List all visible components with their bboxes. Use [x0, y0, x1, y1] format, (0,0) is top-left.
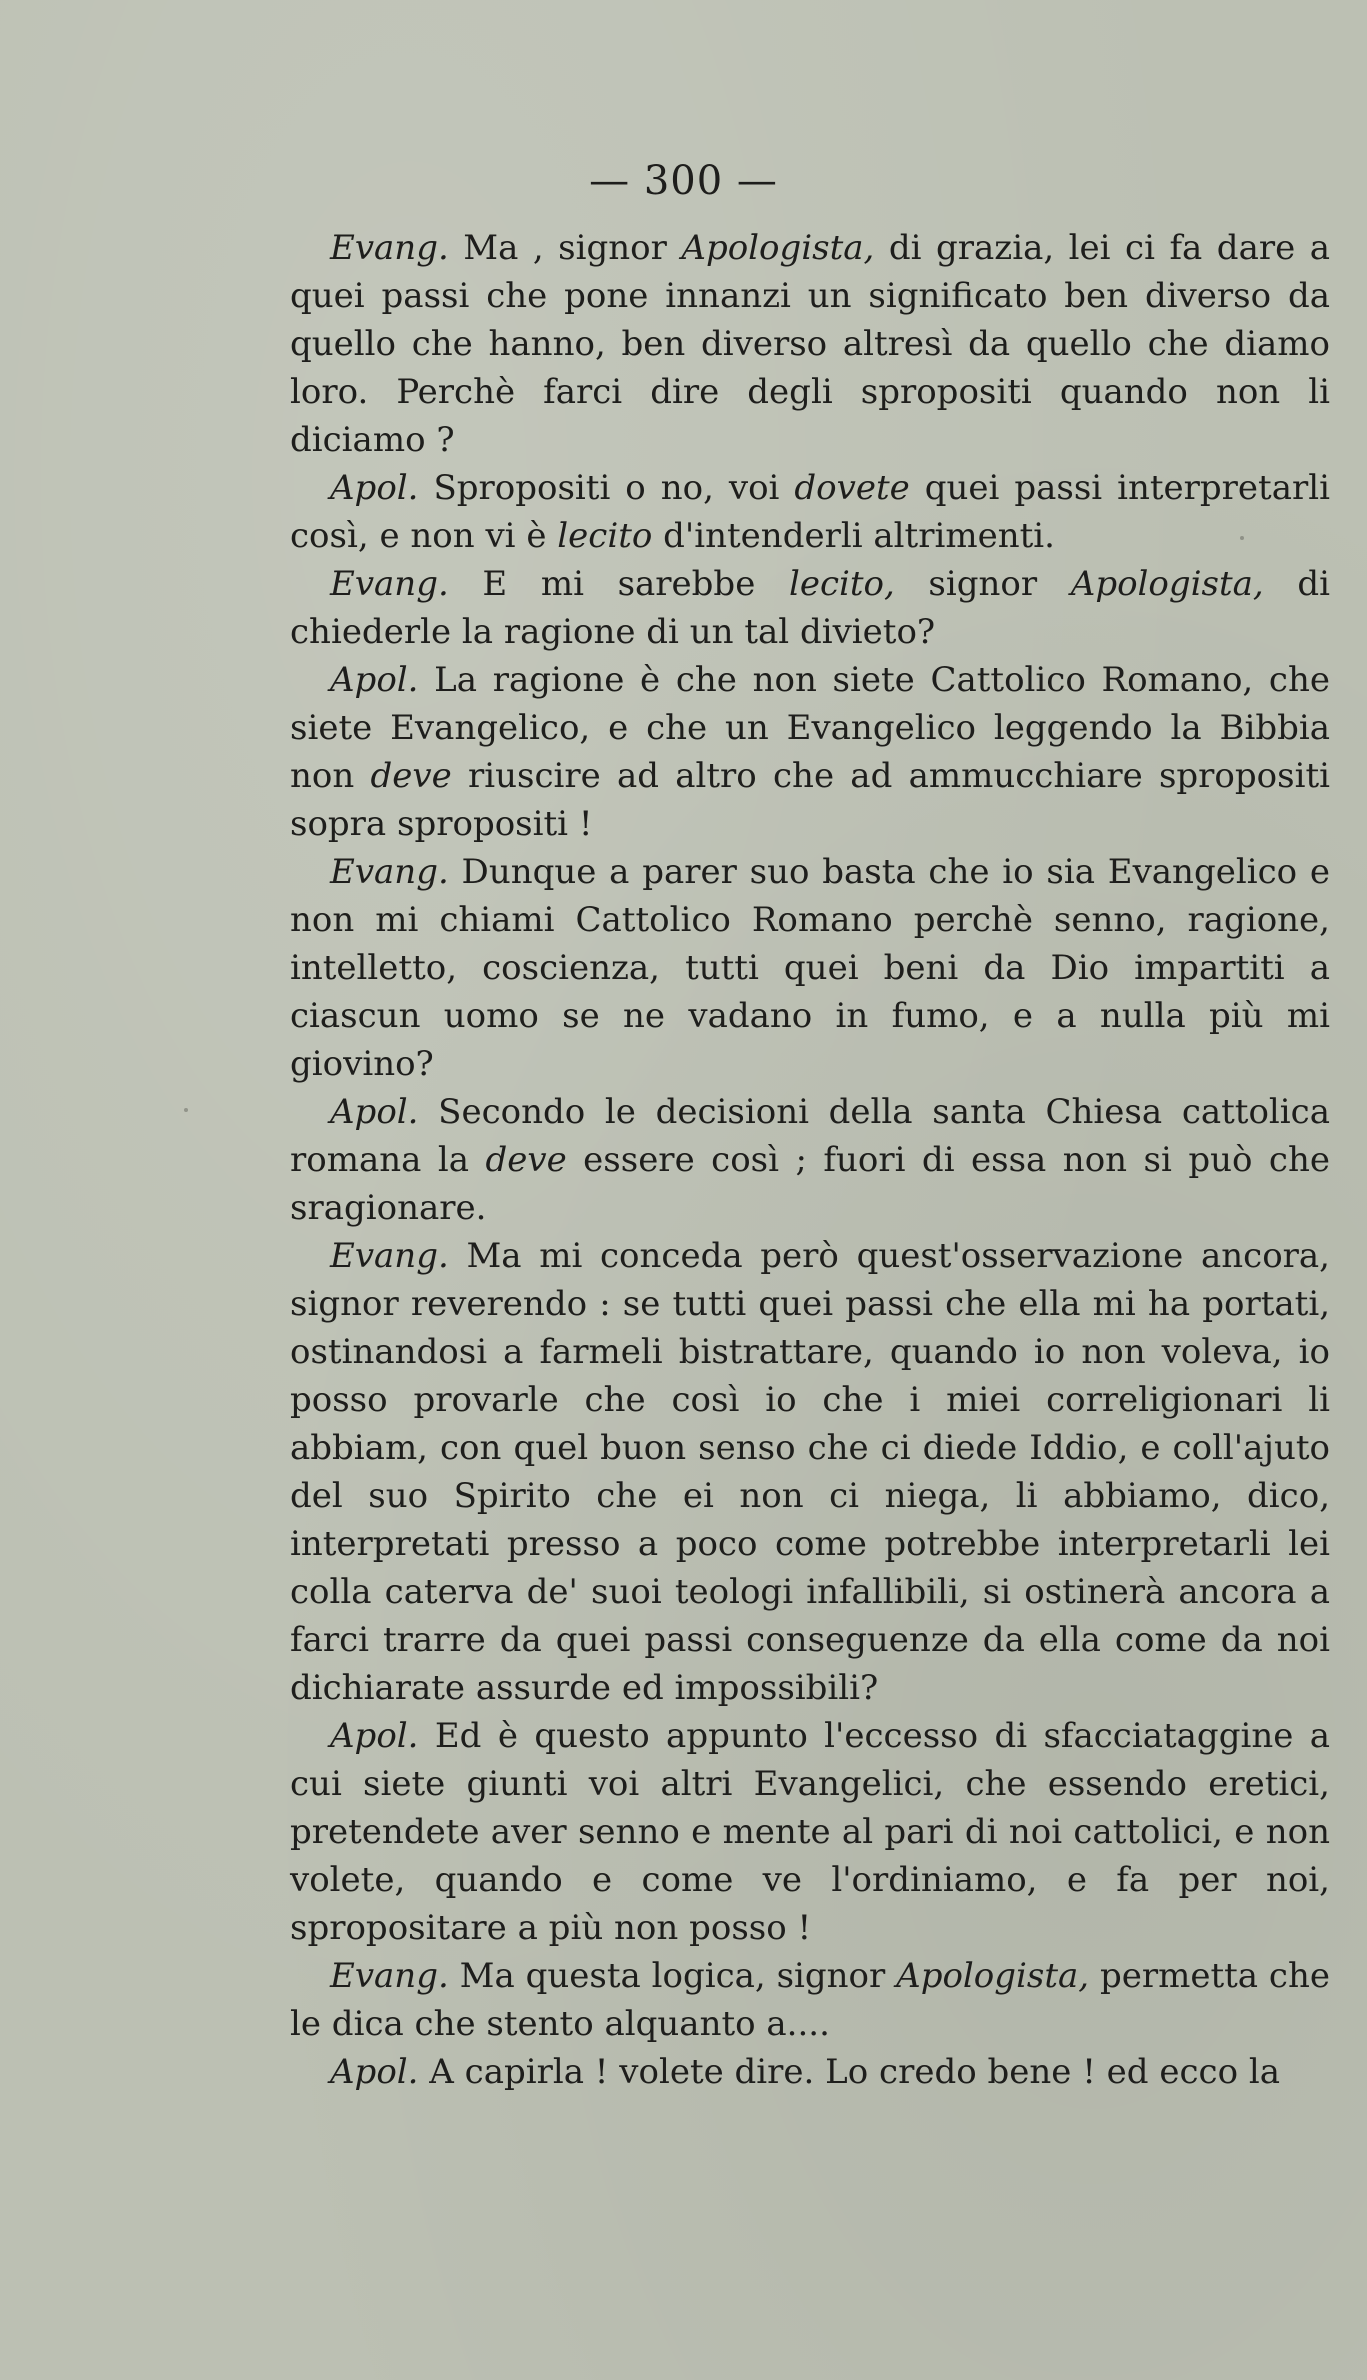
paragraph-text: Ma questa logica, signor [448, 1956, 897, 1996]
paragraph-text: La ragione è che non siete Cattolico Romano, che siete Evangelico, e che un Evangelico leggendo la Bibbia non [290, 660, 1330, 796]
paragraph-text: di chiederle la ragione di un tal divieto? [290, 564, 1330, 652]
italic-emphasis: deve [370, 756, 452, 796]
dialogue-paragraph [290, 1952, 1330, 2048]
paragraph-text: signor [894, 564, 1071, 604]
paragraph-text: E mi sarebbe [448, 564, 789, 604]
dialogue-paragraph [290, 656, 1330, 848]
paper-speck [184, 1108, 188, 1112]
paper-speck [1240, 536, 1244, 540]
speaker-label: Apol. [330, 1092, 419, 1132]
italic-emphasis: dovete [794, 468, 910, 508]
speaker-label: Evang. [330, 852, 449, 892]
italic-emphasis: deve [485, 1140, 567, 1180]
dialogue-paragraph [290, 560, 1330, 656]
paragraph-text: Ed è questo appunto l'eccesso di sfacciataggine a cui siete giunti voi altri Evangelici, che essendo eretici, pretendete aver senno e mente al pari di noi cattolici, e non volete, quando e come ve l'ordiniamo, e fa per noi, spropositare a più non posso ! [290, 1716, 1330, 1948]
speaker-label: Apol. [330, 660, 419, 700]
dialogue-paragraph [290, 1712, 1330, 1952]
paragraph-text: Secondo le decisioni della santa Chiesa cattolica romana la [290, 1092, 1330, 1180]
paragraph-text: Dunque a parer suo basta che io sia Evangelico e non mi chiami Cattolico Romano perchè senno, ragione, intelletto, coscienza, tutti quei beni da Dio impartiti a ciascun uomo se ne vadano in fumo, e a nulla più mi giovino? [290, 852, 1330, 1084]
page-number: — 300 — [589, 158, 778, 204]
paragraph-text: essere così ; fuori di essa non si può che sragionare. [290, 1140, 1330, 1228]
speaker-label: Evang. [330, 1956, 449, 1996]
speaker-label: Apol. [330, 1716, 419, 1756]
speaker-label: Evang. [330, 1236, 449, 1276]
italic-emphasis: lecito, [788, 564, 895, 604]
dialogue-text [290, 224, 1330, 2096]
dialogue-paragraph [290, 1088, 1330, 1232]
speaker-label: Apol. [330, 2052, 419, 2092]
paragraph-text: quei passi interpretarli così, e non vi è [290, 468, 1330, 556]
paragraph-text: A capirla ! volete dire. Lo credo bene ! ed ecco la [418, 2052, 1280, 2092]
paragraph-text: Ma mi conceda però quest'osservazione ancora, signor reverendo : se tutti quei passi che ella mi ha portati, ostinandosi a farmeli bistrattare, quando io non voleva, io posso provarle che così io che i miei correligionari li abbiam, con quel buon senso che ci diede Iddio, e coll'ajuto del suo Spirito che ei non ci niega, li abbiamo, dico, interpretati presso a poco come potrebbe interpretarli lei colla caterva de' suoi teologi infallibili, si ostinerà ancora a farci trarre da quei passi conseguenze da ella come da noi dichiarate assurde ed impossibili? [290, 1236, 1330, 1708]
paragraph-text: riuscire ad altro che ad ammucchiare spropositi sopra spropositi ! [290, 756, 1330, 844]
speaker-label: Apol. [330, 468, 419, 508]
dialogue-paragraph [290, 464, 1330, 560]
paragraph-text: di grazia, lei ci fa dare a quei passi che pone innanzi un significato ben diverso da quello che hanno, ben diverso altresì da quello che diamo loro. Perchè farci dire degli spropositi quando non li diciamo ? [290, 228, 1330, 460]
italic-emphasis: Apologista, [681, 228, 875, 268]
paragraph-text: Ma , signor [448, 228, 682, 268]
paragraph-text: Spropositi o no, voi [418, 468, 795, 508]
paragraph-text: permetta che le dica che stento alquanto a.... [290, 1956, 1330, 2044]
dialogue-paragraph [290, 224, 1330, 464]
speaker-label: Evang. [330, 564, 449, 604]
dialogue-paragraph [290, 2048, 1330, 2096]
paragraph-text: d'intenderli altrimenti. [652, 516, 1055, 556]
italic-emphasis: lecito [557, 516, 653, 556]
italic-emphasis: Apologista, [896, 1956, 1090, 1996]
italic-emphasis: Apologista, [1070, 564, 1264, 604]
speaker-label: Evang. [330, 228, 449, 268]
dialogue-paragraph [290, 1232, 1330, 1712]
dialogue-paragraph [290, 848, 1330, 1088]
